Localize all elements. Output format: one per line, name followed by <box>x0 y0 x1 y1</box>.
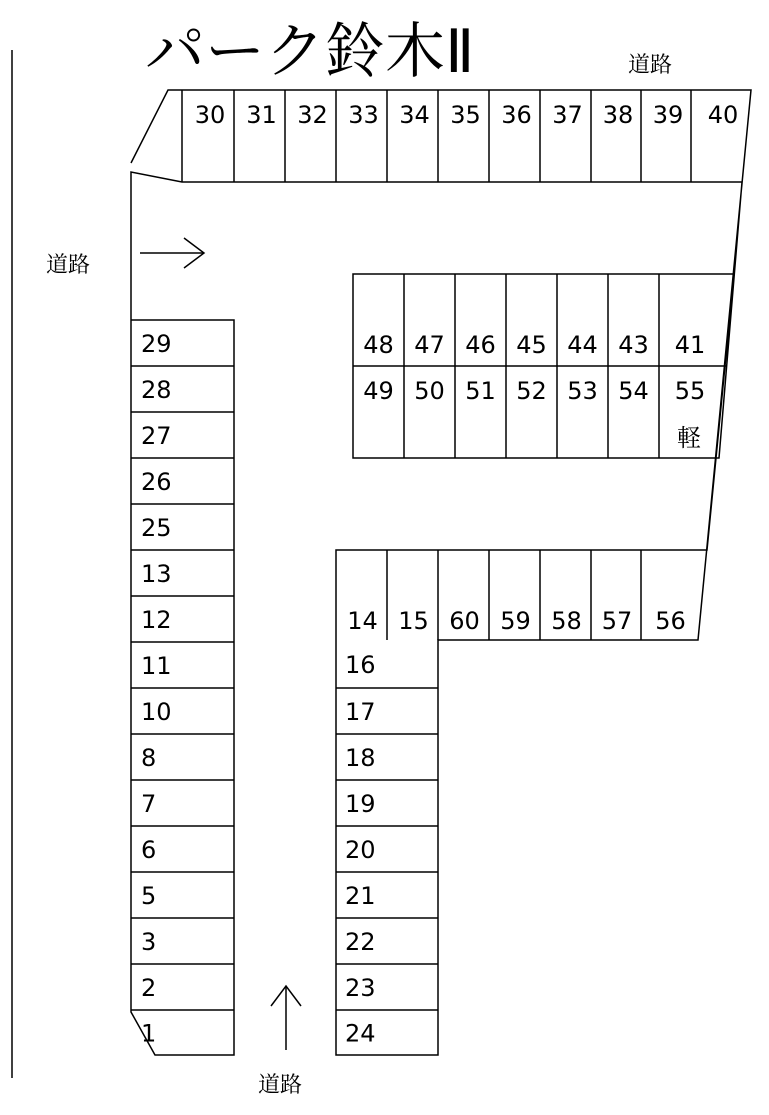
kei-car-label: 軽 <box>677 424 701 452</box>
stall-number-18: 18 <box>345 744 376 772</box>
stall-number-11: 11 <box>141 652 172 680</box>
stall-number-37: 37 <box>552 101 583 129</box>
stall-number-44: 44 <box>567 331 598 359</box>
stall-number-30: 30 <box>194 101 226 129</box>
stall-number-41: 41 <box>674 331 706 359</box>
stall-number-24: 24 <box>345 1019 376 1048</box>
stall-number-55: 55 <box>674 377 706 405</box>
stall-number-13: 13 <box>141 560 172 588</box>
stall-number-10: 10 <box>141 698 172 726</box>
stall-number-60: 60 <box>449 607 480 635</box>
stall-number-20: 20 <box>345 836 376 864</box>
stall-number-53: 53 <box>567 377 598 405</box>
stall-number-27: 27 <box>141 422 172 450</box>
stall-number-17: 17 <box>345 698 376 726</box>
stall-number-6: 6 <box>141 836 157 864</box>
stall-number-1: 1 <box>141 1019 157 1048</box>
stall-number-16: 16 <box>345 651 376 679</box>
stall-number-15: 15 <box>398 607 429 635</box>
road-label-top: 道路 <box>628 53 673 78</box>
stall-number-12: 12 <box>141 606 172 634</box>
lot-outline <box>131 90 751 1055</box>
stall-number-34: 34 <box>399 101 430 129</box>
stall-number-26: 26 <box>141 468 172 496</box>
stall-number-23: 23 <box>345 974 376 1002</box>
stall-number-54: 54 <box>618 377 649 405</box>
stall-number-5: 5 <box>141 882 157 910</box>
stall-number-56: 56 <box>655 607 686 635</box>
stall-number-47: 47 <box>414 331 445 359</box>
stall-number-58: 58 <box>551 607 582 635</box>
stall-number-19: 19 <box>345 790 376 818</box>
stall-number-2: 2 <box>141 974 157 1002</box>
stall-number-52: 52 <box>516 377 547 405</box>
page-title: パーク鈴木Ⅱ <box>145 17 475 87</box>
stall-number-38: 38 <box>602 101 634 129</box>
stall-number-31: 31 <box>246 101 277 129</box>
stall-number-8: 8 <box>141 744 157 772</box>
stall-number-48: 48 <box>363 331 394 359</box>
stall-number-28: 28 <box>141 376 172 404</box>
stall-number-36: 36 <box>501 101 532 129</box>
stall-number-35: 35 <box>450 101 481 129</box>
stall-number-22: 22 <box>345 928 376 956</box>
stall-number-29: 29 <box>141 330 172 358</box>
stall-number-3: 3 <box>141 928 157 956</box>
stall-number-43: 43 <box>618 331 649 359</box>
stall-number-32: 32 <box>297 101 328 129</box>
stall-number-25: 25 <box>141 514 172 542</box>
stall-number-46: 46 <box>465 331 496 359</box>
stall-number-39: 39 <box>652 101 684 129</box>
stall-number-57: 57 <box>601 607 633 635</box>
stall-number-49: 49 <box>363 377 394 405</box>
stall-number-14: 14 <box>347 607 378 635</box>
stall-number-33: 33 <box>348 101 379 129</box>
road-label-left: 道路 <box>46 253 91 278</box>
stall-number-21: 21 <box>345 882 376 910</box>
arrow-up-icon <box>271 986 301 1050</box>
stall-number-7: 7 <box>141 790 157 818</box>
arrow-right-icon <box>140 238 204 268</box>
stall-number-40: 40 <box>707 101 739 129</box>
stall-number-45: 45 <box>516 331 547 359</box>
stall-number-51: 51 <box>465 377 496 405</box>
road-label-bottom: 道路 <box>258 1073 303 1098</box>
stall-number-59: 59 <box>500 607 531 635</box>
stall-labels <box>141 101 738 1048</box>
stall-number-50: 50 <box>414 377 445 405</box>
